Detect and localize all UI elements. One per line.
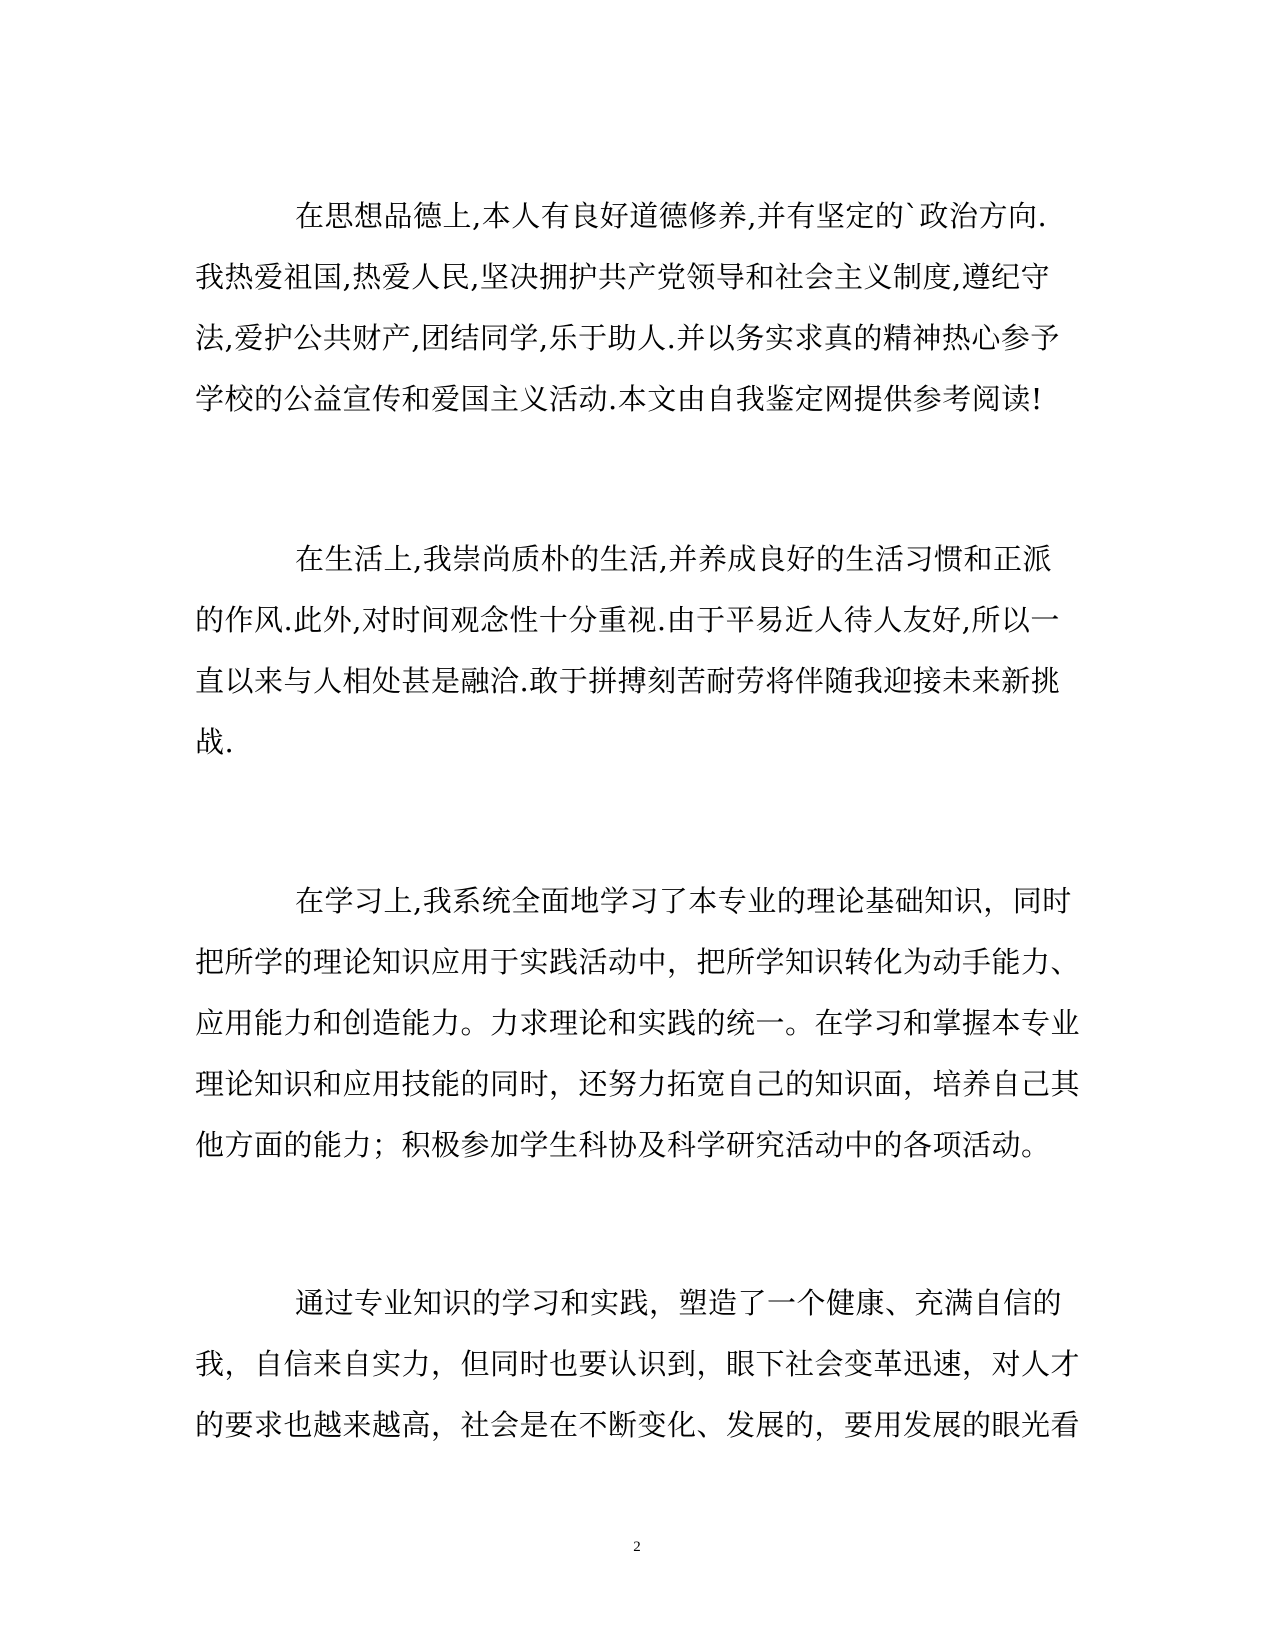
text-line: 应用能力和创造能力。力求理论和实践的统一。在学习和掌握本专业 <box>195 1006 1081 1040</box>
text-line: 在学习上,我系统全面地学习了本专业的理论基础知识，同时 <box>295 884 1072 918</box>
text-line: 我，自信来自实力，但同时也要认识到，眼下社会变革迅速，对人才 <box>195 1347 1081 1381</box>
text-line: 直以来与人相处甚是融洽.敢于拼搏刻苦耐劳将伴随我迎接未来新挑 <box>195 664 1061 698</box>
text-line: 我热爱祖国,热爱人民,坚决拥护共产党领导和社会主义制度,遵纪守 <box>195 260 1051 294</box>
text-line: 他方面的能力；积极参加学生科协及科学研究活动中的各项活动。 <box>195 1128 1051 1162</box>
text-line: 理论知识和应用技能的同时，还努力拓宽自己的知识面，培养自己其 <box>195 1067 1081 1101</box>
text-line: 战. <box>195 725 235 759</box>
text-line: 把所学的理论知识应用于实践活动中，把所学知识转化为动手能力、 <box>195 945 1081 979</box>
text-line: 学校的公益宣传和爱国主义活动.本文由自我鉴定网提供参考阅读! <box>195 382 1043 416</box>
text-line: 在生活上,我崇尚质朴的生活,并养成良好的生活习惯和正派 <box>295 542 1052 576</box>
text-line: 的要求也越来越高，社会是在不断变化、发展的，要用发展的眼光看 <box>195 1408 1081 1442</box>
text-line: 的作风.此外,对时间观念性十分重视.由于平易近人待人友好,所以一 <box>195 603 1060 637</box>
text-line: 法,爱护公共财产,团结同学,乐于助人.并以务实求真的精神热心参予 <box>195 321 1060 355</box>
text-line: 通过专业知识的学习和实践，塑造了一个健康、充满自信的 <box>295 1286 1063 1320</box>
page-number: 2 <box>633 1539 641 1555</box>
text-line: 在思想品德上,本人有良好道德修养,并有坚定的`政治方向. <box>295 199 1048 233</box>
